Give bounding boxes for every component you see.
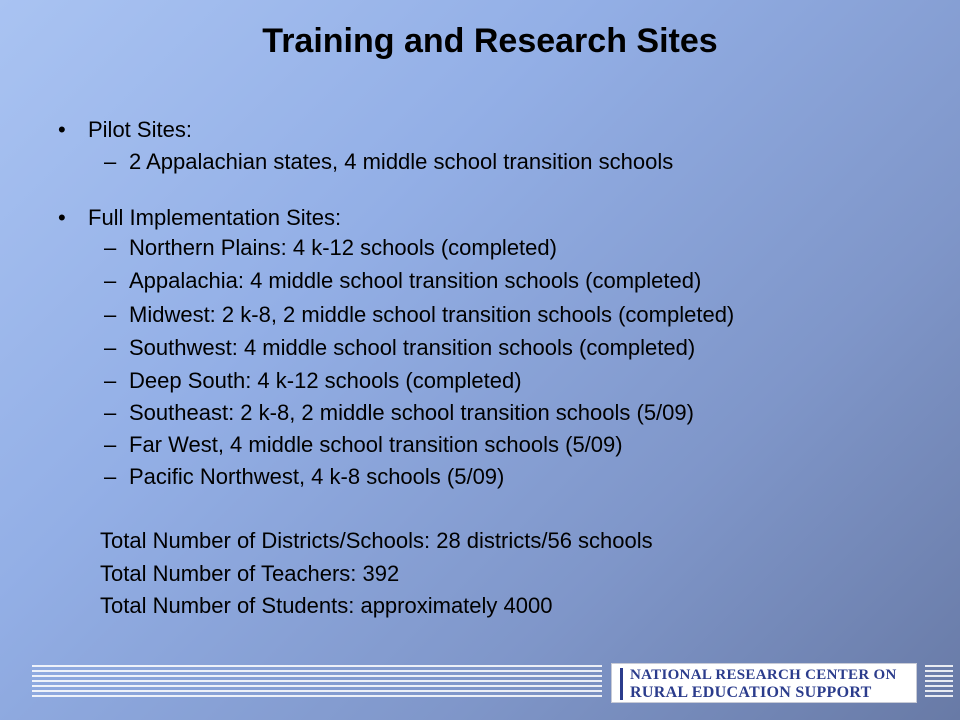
bullet-label: Pilot Sites:: [88, 117, 192, 142]
dash: –: [104, 368, 117, 393]
list-item-text: Far West, 4 middle school transition schools (5/09): [129, 432, 623, 457]
total-districts-schools: Total Number of Districts/Schools: 28 districts/56 schools: [100, 528, 653, 553]
dash: –: [104, 464, 117, 489]
dash: –: [104, 268, 117, 293]
footer-stripes-left: [32, 665, 602, 699]
logo-bar: [620, 668, 623, 700]
dash: –: [104, 400, 117, 425]
dash: –: [104, 335, 117, 360]
bullet-label: Full Implementation Sites:: [88, 205, 342, 230]
slide-title: Training and Research Sites: [262, 22, 718, 60]
list-item-text: Deep South: 4 k-12 schools (completed): [129, 368, 522, 393]
list-item-text: Southeast: 2 k-8, 2 middle school transition schools (5/09): [129, 400, 694, 425]
total-students: Total Number of Students: approximately 4000: [100, 593, 553, 618]
list-item-text: Northern Plains: 4 k-12 schools (completed): [129, 235, 557, 260]
logo-line-1: NATIONAL RESEARCH CENTER ON: [630, 667, 897, 683]
list-item-text: 2 Appalachian states, 4 middle school transition schools: [129, 149, 674, 174]
bullet-dot: •: [58, 205, 66, 230]
footer-stripes-right: [925, 665, 953, 699]
list-item-text: Pacific Northwest, 4 k-8 schools (5/09): [129, 464, 505, 489]
list-item-text: Appalachia: 4 middle school transition schools (completed): [129, 268, 702, 293]
list-item-text: Midwest: 2 k-8, 2 middle school transition schools (completed): [129, 302, 735, 327]
total-teachers: Total Number of Teachers: 392: [100, 561, 400, 586]
dash: –: [104, 235, 117, 260]
dash: –: [104, 149, 117, 174]
bullet-dot: •: [58, 117, 66, 142]
list-item-text: Southwest: 4 middle school transition schools (completed): [129, 335, 696, 360]
logo: [611, 663, 917, 703]
dash: –: [104, 432, 117, 457]
logo-line-2: RURAL EDUCATION SUPPORT: [630, 684, 872, 701]
dash: –: [104, 302, 117, 327]
